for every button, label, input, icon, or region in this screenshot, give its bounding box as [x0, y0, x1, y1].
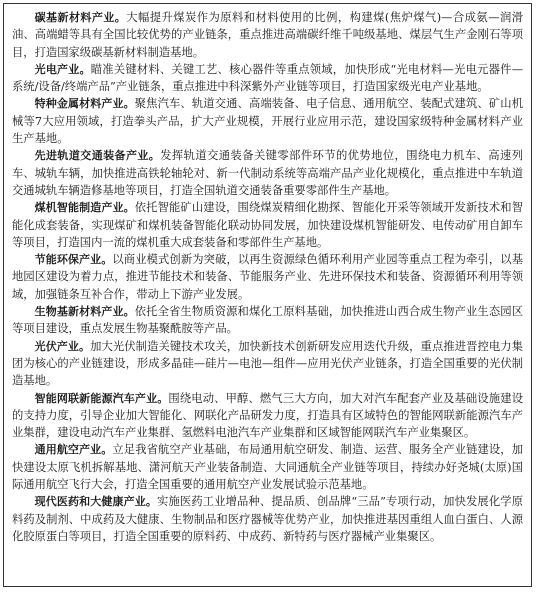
paragraph-body: 大幅提升煤炭作为原料和材料使用的比例，构建煤(焦炉煤气)—合成氨—润滑油、高端蜡等具有全国比较优势的产业链条，重点推进高端碳纤维千吨级基地、煤层气生产金刚石等项目，打造国家级碳基新材料制造基地。	[12, 11, 523, 59]
paragraph-body: 依托全省生物质资源和煤化工原料基础，加快推进山西合成生物产业生态园区等项目建设，重点发展生物基聚酰胺等产品。	[12, 305, 523, 336]
paragraph-heading: 煤机智能制造产业。	[34, 201, 135, 215]
paragraph-heading: 先进轨道交通装备产业。	[34, 149, 161, 163]
paragraph-heading: 智能网联新能源汽车产业。	[34, 391, 169, 405]
paragraph-body: 以商业模式创新为突破，以再生资源绿色循环利用产业园等重点工程为牵引，以基地园区建设为着力点，推进节能技术和装备、节能服务产业、先进环保技术和装备、资源循环利用等领域，加强链条互补合作，带动上下游产业发展。	[12, 253, 524, 301]
paragraph-heading: 现代医药和大健康产业。	[34, 495, 158, 509]
paragraph-carbon-materials	[12, 9, 523, 61]
paragraph-rail-transit	[12, 147, 523, 199]
paragraph-body: 围绕电动、甲醇、燃气三大方向，加大对汽车配套产业及基础设施建设的支持力度，引导企业加大智能化、网联化产品研发力度，打造具有区域特色的智能网联新能源汽车产业集群，建设电动汽车产业集群、氢燃料电池汽车产业集群和区域智能网联汽车产业集聚区。	[12, 391, 524, 440]
industry-text-box	[3, 3, 532, 587]
paragraph-general-aviation	[12, 441, 523, 493]
paragraph-body: 实施医药工业增品种、提品质、创品牌“三品”专项行动，加快发展化学原料药及制剂、中成药及大健康、生物制品和医疗器械等优势产业，加快推进基因重组人血白蛋白、人源化胶原蛋白等项目，打造全国重要的原料药、中成药、新特药与医疗器械产业集聚区。	[12, 495, 524, 543]
paragraph-heading: 光电产业。	[34, 62, 91, 76]
paragraph-body: 瞄准关键材料、关键工艺、核心器件等重点领域，加快形成“光电材料—光电元器件—系统/设备/终端产品”产业链条，重点推进中科深紫外产业链等项目，打造国家级光电产业基地。	[12, 62, 524, 94]
paragraph-heading: 光伏产业。	[34, 339, 91, 353]
paragraph-special-metals	[12, 95, 523, 147]
paragraph-heading: 碳基新材料产业。	[34, 11, 127, 24]
paragraph-photovoltaic	[12, 338, 523, 390]
paragraph-body: 加大光伏制造关键技术攻关，加快新技术创新研发应用迭代升级，重点推进晋控电力集团为核心的产业链建设，形成多晶硅—硅片—电池—组件—应用光伏产业链条，打造全国重要的光伏制造基地。	[12, 339, 523, 388]
paragraph-body: 发挥轨道交通装备关键零部件环节的优势地位，围绕电力机车、高速列车、城轨车辆，加快推进高铁轮轴轮对、新一代制动系统等高端产品产业化规模化，重点推进中车轨道交通城轨车辆造修基地等项目，打造全国轨道交通装备重要零部件生产基地。	[12, 149, 524, 197]
paragraph-body: 立足我省航空产业基础，布局通用航空研发、制造、运营、服务全产业链建设，加快建设太原飞机拆解基地、潇河航天产业装备制造、大同通航全产业链等项目，持续办好尧城(太原)国际通用航空飞行大会，打造全国重要的通用航空产业发展试验示范基地。	[12, 443, 524, 492]
paragraph-bio-materials	[12, 303, 523, 338]
paragraph-heading: 节能环保产业。	[34, 253, 113, 267]
paragraph-medicine-health	[12, 493, 523, 545]
paragraph-new-energy-vehicles	[12, 390, 523, 442]
paragraph-body: 依托智能矿山建设，围绕煤炭精细化勘探、智能化开采等领域开发新技术和智能化成套装备，实现煤矿和煤机装备智能化联动协同发展，加快建设煤机智能研发、电传动矿用自卸车等项目，打造国内一流的煤机重大成套装备和零部件生产基地。	[12, 201, 523, 249]
paragraph-heading: 生物基新材料产业。	[34, 305, 135, 319]
paragraph-body: 聚焦汽车、轨道交通、高端装备、电子信息、通用航空、装配式建筑、矿山机械等7大应用领域，打造拳头产品，扩大产业规模，开展行业应用示范，建设国家级特种金属材料产业生产基地。	[12, 97, 523, 146]
paragraph-heading: 特种金属材料产业。	[34, 97, 135, 111]
paragraph-coal-machinery	[12, 199, 523, 251]
paragraph-energy-saving	[12, 251, 523, 303]
paragraph-optoelectronics	[12, 61, 523, 96]
paragraph-heading: 通用航空产业。	[34, 443, 113, 457]
